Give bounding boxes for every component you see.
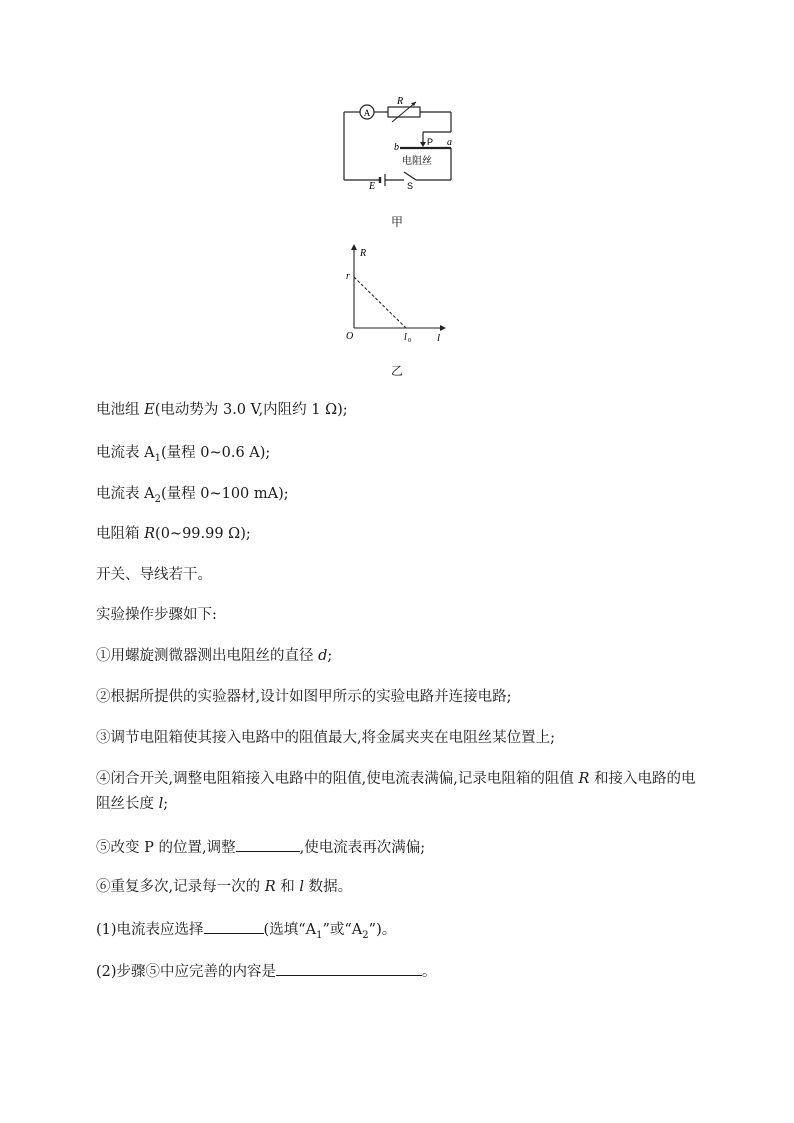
svg-text:R: R [397, 96, 404, 107]
figure-jia-caption: 甲 [390, 215, 403, 229]
equipment-resistance-box: 电阻箱 R(0~99.99 Ω); [96, 526, 251, 542]
question-2-blank[interactable] [276, 958, 422, 976]
equipment-ammeter-a2: 电流表 $A_2$(量程 0~100 mA); [96, 486, 289, 505]
step-2: ②根据所提供的实验器材,设计如图甲所示的实验电路并连接电路; [96, 689, 512, 705]
equipment-ammeter-a1: 电流表 $A_1$(量程 0~0.6 A); [96, 445, 271, 464]
step-5: ⑤改变 P 的位置,调整 ,使电流表再次满偏; [96, 834, 696, 861]
figure-yi-caption: 乙 [390, 364, 403, 378]
svg-text:a: a [447, 137, 452, 148]
svg-text:E: E [369, 181, 376, 192]
step-1: ①用螺旋测微器测出电阻丝的直径 d; [96, 648, 333, 664]
svg-text:R: R [360, 248, 367, 259]
question-1: (1)电流表应选择 (选填“$A_1$”或“$A_2$”)。 [96, 916, 696, 948]
step-6: ⑥重复多次,记录每一次的 R 和 l 数据。 [96, 879, 353, 895]
svg-text:0: 0 [408, 338, 411, 344]
svg-text:S: S [407, 181, 414, 191]
question-2: (2)步骤⑤中应完善的内容是 。 [96, 958, 696, 985]
step-5-blank[interactable] [236, 834, 300, 852]
svg-text:l: l [437, 332, 441, 344]
equipment-switch: 开关、导线若干。 [96, 567, 212, 583]
svg-text:b: b [394, 142, 399, 153]
circuit-diagram [330, 88, 470, 198]
svg-text:电阻丝: 电阻丝 [402, 156, 432, 167]
svg-text:A: A [363, 108, 371, 118]
step-4: ④闭合开关,调整电阻箱接入电路中的阻值,使电流表满偏,记录电阻箱的阻值 R 和接入电路的电阻丝长度 l; [96, 771, 696, 812]
question-1-blank[interactable] [204, 916, 264, 934]
svg-text:l: l [404, 332, 407, 343]
svg-text:r: r [346, 271, 350, 282]
svg-text:P: P [427, 137, 434, 147]
steps-intro: 实验操作步骤如下: [96, 607, 217, 623]
r-l-graph [340, 240, 452, 350]
svg-text:O: O [346, 331, 354, 342]
step-3: ③调节电阻箱使其接入电路中的阻值最大,将金属夹夹在电阻丝某位置上; [96, 730, 555, 746]
equipment-battery: 电池组 E(电动势为 3.0 V,内阻约 1 Ω); [96, 402, 348, 418]
